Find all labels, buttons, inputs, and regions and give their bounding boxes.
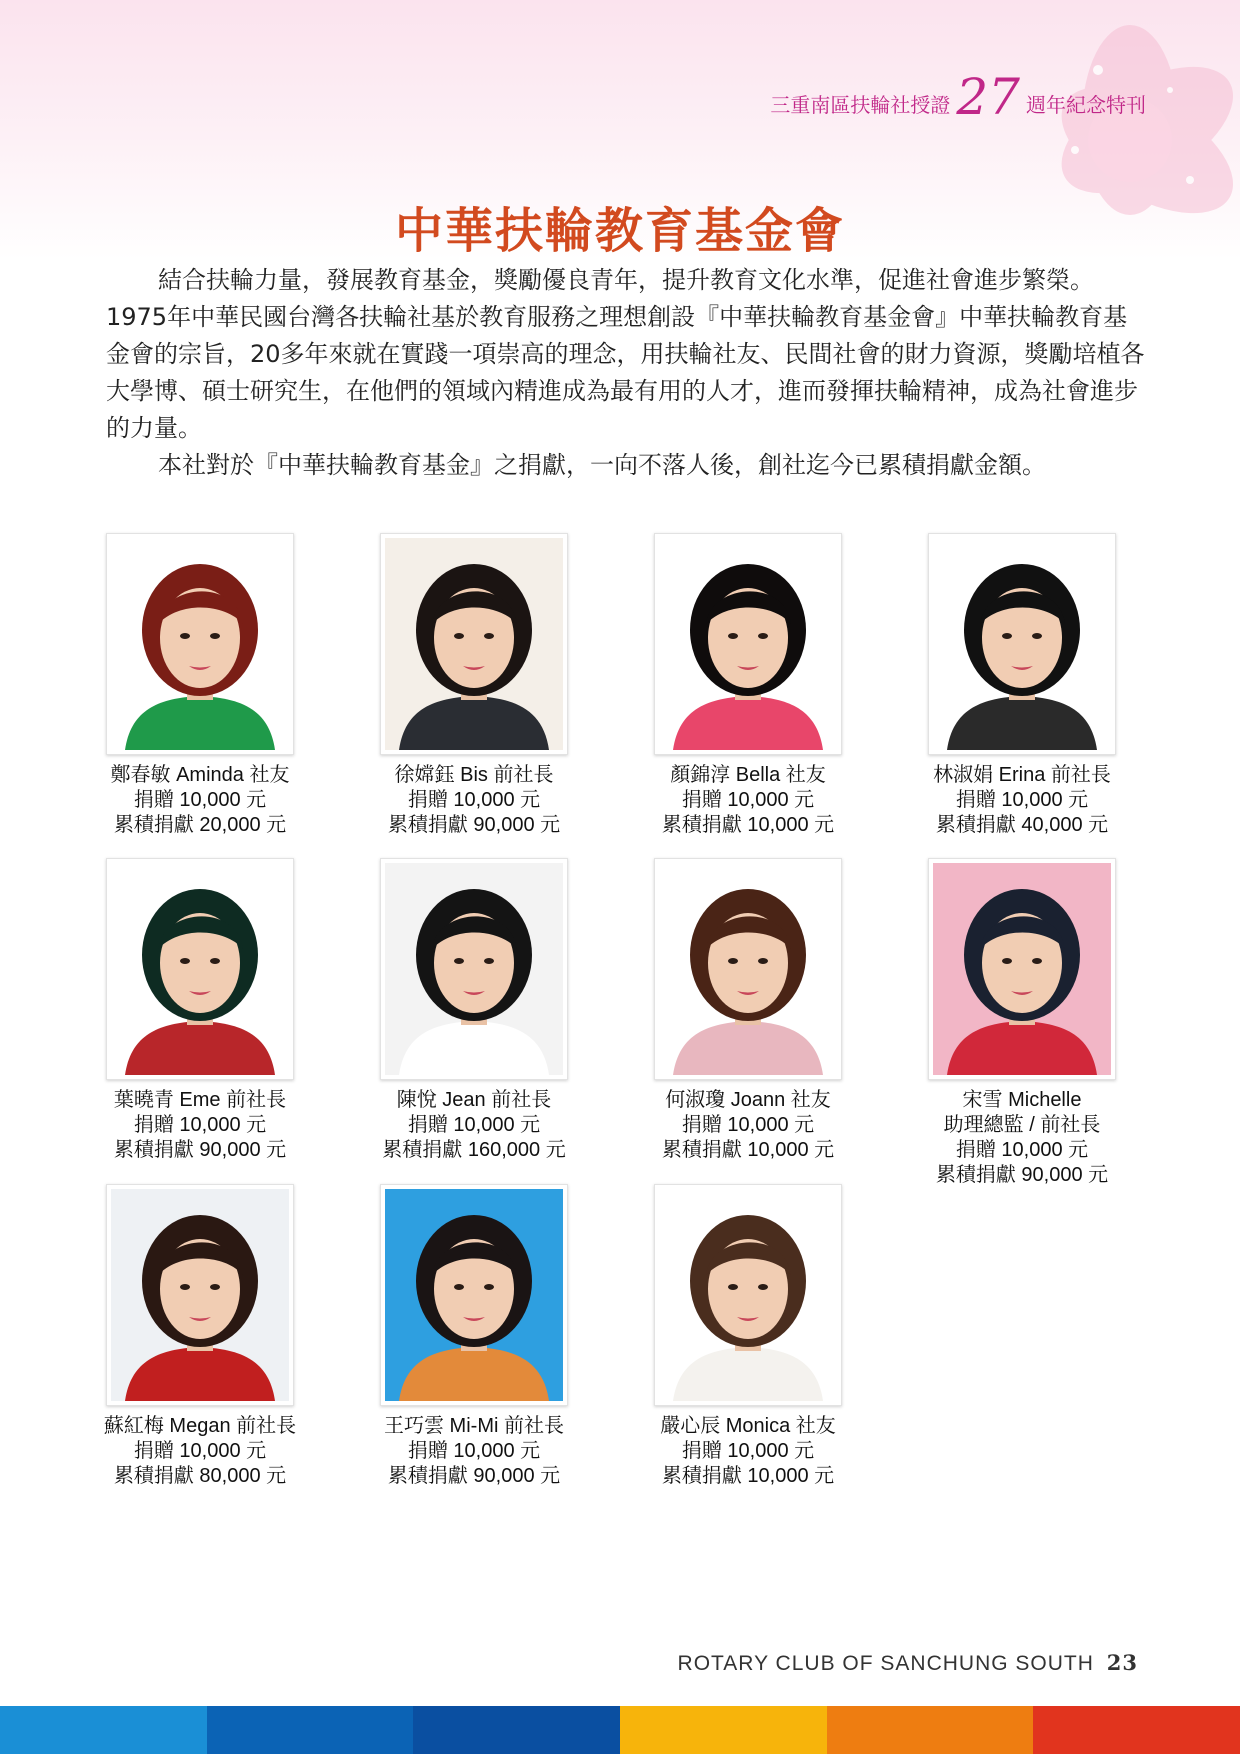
member-card: [90, 533, 310, 838]
caption-line: 蘇紅梅 Megan 前社長: [103, 1415, 297, 1437]
caption-line: 捐贈 10,000 元: [955, 1139, 1089, 1161]
portrait-icon: [111, 863, 289, 1075]
portrait-icon: [659, 1189, 837, 1401]
member-photo: [106, 1184, 294, 1406]
caption-line: 累積捐獻 10,000 元: [661, 1139, 835, 1161]
member-photo: [928, 533, 1116, 755]
caption-line: 顏錦淳 Bella 社友: [670, 764, 826, 786]
member-card: [90, 1184, 310, 1489]
caption-line: 何淑瓊 Joann 社友: [665, 1089, 831, 1111]
member-photo: [654, 1184, 842, 1406]
member-photo: [380, 1184, 568, 1406]
color-bar-segment: [0, 1706, 207, 1754]
member-card: [364, 858, 584, 1163]
footer-color-bar: [0, 1706, 1240, 1754]
club-name: ROTARY CLUB OF SANCHUNG SOUTH: [677, 1652, 1094, 1675]
portrait-icon: [111, 1189, 289, 1401]
member-card: [638, 858, 858, 1163]
caption-line: 累積捐獻 90,000 元: [387, 814, 561, 836]
caption-line: 嚴心辰 Monica 社友: [660, 1415, 836, 1437]
header-prefix: 三重南區扶輪社授證: [770, 93, 951, 117]
member-caption: [364, 763, 584, 838]
member-card: [638, 533, 858, 838]
member-card: [90, 858, 310, 1163]
member-caption: [912, 763, 1132, 838]
caption-line: 捐贈 10,000 元: [133, 1114, 267, 1136]
caption-line: 捐贈 10,000 元: [133, 789, 267, 811]
member-caption: [364, 1088, 584, 1163]
caption-line: 宋雪 Michelle: [962, 1089, 1082, 1111]
color-bar-segment: [207, 1706, 414, 1754]
portrait-icon: [659, 538, 837, 750]
color-bar-segment: [413, 1706, 620, 1754]
member-caption: [90, 1088, 310, 1163]
caption-line: 累積捐獻 40,000 元: [935, 814, 1109, 836]
color-bar-segment: [620, 1706, 827, 1754]
caption-line: 捐贈 10,000 元: [133, 1440, 267, 1462]
caption-line: 捐贈 10,000 元: [407, 1114, 541, 1136]
caption-line: 林淑娟 Erina 前社長: [933, 764, 1111, 786]
caption-line: 捐贈 10,000 元: [681, 789, 815, 811]
portrait-icon: [111, 538, 289, 750]
portrait-icon: [933, 538, 1111, 750]
member-caption: [912, 1088, 1132, 1188]
caption-line: 捐贈 10,000 元: [407, 1440, 541, 1462]
caption-line: 鄭春敏 Aminda 社友: [110, 764, 290, 786]
portrait-icon: [385, 863, 563, 1075]
color-bar-segment: [1033, 1706, 1240, 1754]
caption-line: 陳悅 Jean 前社長: [396, 1089, 552, 1111]
member-card: [364, 1184, 584, 1489]
caption-line: 捐贈 10,000 元: [955, 789, 1089, 811]
publication-header: [770, 58, 1146, 126]
caption-line: 累積捐獻 90,000 元: [387, 1465, 561, 1487]
intro-paragraph-2: 本社對於『中華扶輪教育基金』之捐獻，一向不落人後，創社迄今已累積捐獻金額。: [158, 451, 1046, 479]
portrait-icon: [659, 863, 837, 1075]
header-suffix: 週年紀念特刊: [1026, 93, 1146, 117]
member-caption: [638, 1414, 858, 1489]
member-card: [912, 533, 1132, 838]
member-caption: [90, 763, 310, 838]
member-caption: [364, 1414, 584, 1489]
caption-line: 累積捐獻 10,000 元: [661, 814, 835, 836]
member-photo: [380, 858, 568, 1080]
member-photo: [106, 858, 294, 1080]
color-bar-segment: [827, 1706, 1034, 1754]
page-number: 23: [1106, 1650, 1138, 1675]
caption-line: 葉曉青 Eme 前社長: [113, 1089, 287, 1111]
caption-line: 累積捐獻 20,000 元: [113, 814, 287, 836]
footer: [678, 1650, 1138, 1676]
page-title: 中華扶輪教育基金會: [394, 203, 845, 259]
caption-line: 王巧雲 Mi-Mi 前社長: [384, 1415, 564, 1437]
caption-line: 累積捐獻 160,000 元: [382, 1139, 566, 1161]
member-caption: [638, 763, 858, 838]
caption-line: 捐贈 10,000 元: [681, 1114, 815, 1136]
intro-paragraph-1: 結合扶輪力量，發展教育基金，獎勵優良青年，提升教育文化水準，促進社會進步繁榮。1975年中華民國台灣各扶輪社基於教育服務之理想創設『中華扶輪教育基金會』中華扶輪教育基金會的宗旨，20多年來就在實踐一項崇高的理念，用扶輪社友、民間社會的財力資源，獎勵培植各大學博、碩士研究生，在他們的領域內精進成為最有用的人才，進而發揮扶輪精神，成為社會進步的力量。: [106, 266, 1145, 442]
member-photo: [928, 858, 1116, 1080]
member-caption: [90, 1414, 310, 1489]
member-card: [638, 1184, 858, 1489]
caption-line: 累積捐獻 90,000 元: [935, 1164, 1109, 1186]
member-card: [364, 533, 584, 838]
caption-line: 徐嫦鈺 Bis 前社長: [394, 764, 554, 786]
member-caption: [638, 1088, 858, 1163]
anniversary-number: 27: [956, 68, 1020, 126]
portrait-icon: [933, 863, 1111, 1075]
caption-line: 累積捐獻 80,000 元: [113, 1465, 287, 1487]
member-photo: [654, 533, 842, 755]
portrait-icon: [385, 538, 563, 750]
caption-line: 捐贈 10,000 元: [407, 789, 541, 811]
caption-line: 累積捐獻 10,000 元: [661, 1465, 835, 1487]
member-photo: [380, 533, 568, 755]
portrait-icon: [385, 1189, 563, 1401]
caption-line: 助理總監 / 前社長: [943, 1114, 1101, 1136]
member-photo: [106, 533, 294, 755]
caption-line: 累積捐獻 90,000 元: [113, 1139, 287, 1161]
caption-line: 捐贈 10,000 元: [681, 1440, 815, 1462]
member-photo: [654, 858, 842, 1080]
intro-text: [106, 262, 1146, 484]
member-card: [912, 858, 1132, 1188]
